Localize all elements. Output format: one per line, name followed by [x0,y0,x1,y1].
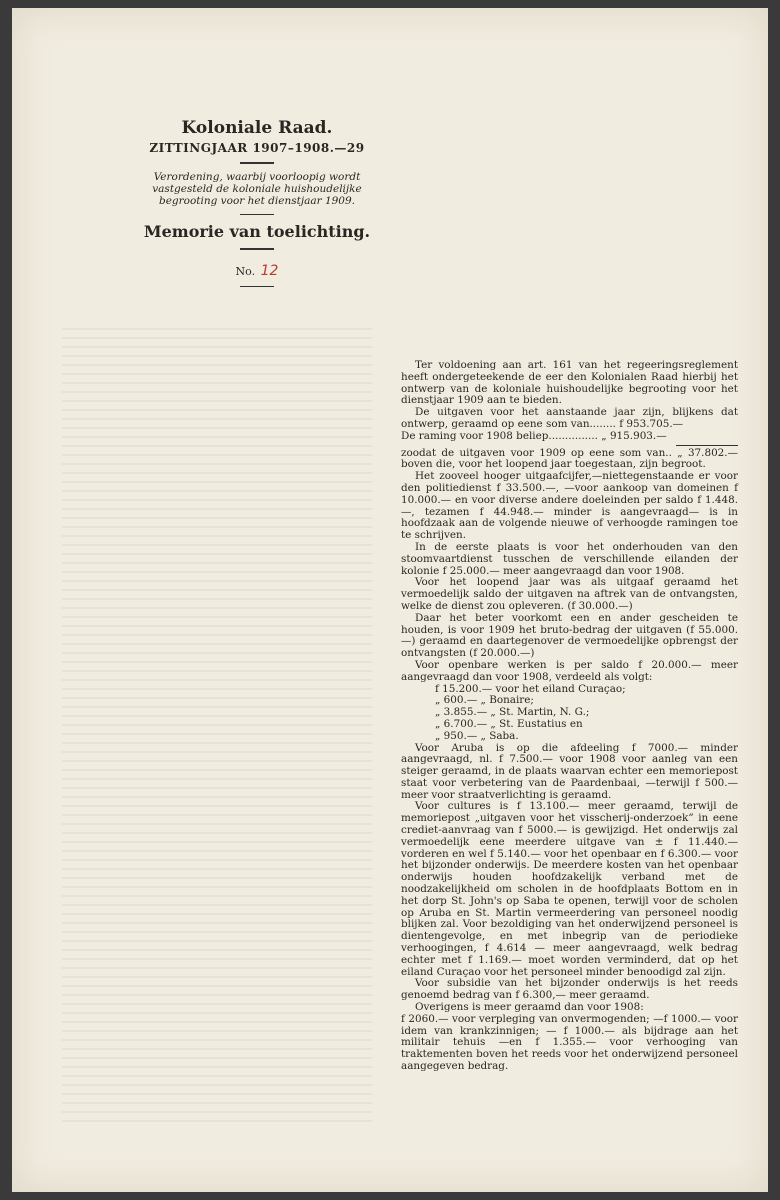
list-item: „ 6.700.— „ St. Eustatius en [435,717,583,730]
paragraph: Daar het beter voorkomt een en ander gescheiden te houden, is voor 1909 het bruto-bedrag der uitgaven (f 55.000.—) geraamd en daartegenover de vermoedelijke opbrengst der ontvangsten (f 20.000.—) [401,611,738,660]
council-title: Koloniale Raad. [181,118,333,138]
document-number [236,263,279,279]
paragraph: Voor openbare werken is per saldo f 20.000.— meer aangevraagd dan voor 1908, verdeeld als volgt: [401,658,738,683]
paragraph: f 2060.— voor verpleging van onvermogenden; —f 1000.— voor idem van krankzinnigen; — f 1000.— als bijdrage aan het militair tehuis —en f 1.355.— voor verhooging van traktementen boven het reeds voor het onderwijzend personeel aangegeven bedrag. [401,1012,738,1073]
show-through-text [62,328,372,1128]
handwritten-number: 12 [260,262,279,279]
paragraph: Voor cultures is f 13.100.— meer geraamd, terwijl de memoriepost „uitgaven voor het visscherij-onderzoek” in eene crediet-aanvraag van f 5000.— is gewijzigd. Het onderwijs zal vermoedelijk eene meerdere uitgave van ± f 11.440.— vorderen en wel f 5.140.— voor het openbaar en f 6.300.— voor het bijzonder onderwijs. De meerdere kosten van het openbaar onderwijs houden hoofdzakelijk verband met de noodzakelijkheid om scholen in de hoofdplaats Bottom en in het dorp St. John's op Saba te openen, terwijl voor de scholen op Aruba en St. Martin vermeerdering van personeel noodig blijken zal. Voor bezoldiging van het onderwijzend personeel is dientengevolge, en met inbegrip van de periodieke verhoogingen, f 4.614 — meer aangevraagd, welk bedrag echter met f 1.169.— moet worden verminderd, dat op het eiland Curaçao voor het personeel minder benoodigd zal zijn. [401,800,738,978]
ordinance-subtitle: Verordening, waarbij voorloopig wordt vastgesteld de koloniale huishoudelijke begrooting voor het dienstjaar 1909. [152,170,362,207]
paragraph: Ter voldoening aan art. 161 van het regeeringsreglement heeft ondergeteekende de eer den Kolonialen Raad hierbij het ontwerp van de koloniale huishoudelijke begrooting voor het dienstjaar 1909 aan te bieden. [401,359,738,407]
paragraph: Voor Aruba is op die afdeeling f 7000.— minder aangevraagd, nl. f 7.500.— voor 1908 voor aanleg van een steiger geraamd, in de plaats waarvan echter een memoriepost staat voor verbetering van de Paardenbaai, —terwijl f 500.— meer voor straatverlichting is geraamd. [401,741,738,801]
paragraph: In de eerste plaats is voor het onderhouden van den stoomvaartdienst tusschen de verschillende eilanden der kolonie f 25.000.— meer aangevraagd dan voor 1908. [401,540,738,577]
paragraph: Het zooveel hooger uitgaafcijfer,—niettegenstaande er voor den politiedienst f 33.500.—, —voor aankoop van domeinen f 10.000.— en voor diverse andere doeleinden per saldo f 1.448.—, tezamen f 44.948.— minder is aangevraagd— is in hoofdzaak aan de volgende nieuwe of verhoogde ramingen toe te schrijven. [401,470,738,542]
paragraph: Overigens is meer geraamd dan voor 1908: [415,1001,644,1014]
paragraph: Voor subsidie van het bijzonder onderwijs is het reeds genoemd bedrag van f 6.300,— meer geraamd. [401,977,738,1002]
divider [240,286,274,288]
session-year: ZITTINGJAAR 1907–1908.—29 [149,141,365,155]
paragraph: De raming voor 1908 beliep............... „ 915.903.— [401,429,667,442]
paragraph: De uitgaven voor het aanstaande jaar zijn, blijkens dat ontwerp, geraamd op eene som van........ f 953.705.— [401,406,738,430]
divider [240,214,274,216]
document-header [132,118,382,294]
divider [240,248,274,250]
number-label: No. [235,264,256,278]
paragraph: zoodat de uitgaven voor 1909 op eene som van.. „ 37.802.— boven die, voor het loopend jaar toegestaan, zijn begroot. [401,446,738,471]
list-item: „ 3.855.— „ St. Martin, N. G.; [435,706,590,719]
divider [240,162,274,164]
sum-rule [676,445,738,446]
works-list [401,684,738,743]
list-item: „ 600.— „ Bonaire; [435,694,534,707]
memo-title: Memorie van toelichting. [143,222,371,241]
document-page [12,8,768,1192]
list-item: f 15.200.— voor het eiland Curaçao; [435,682,626,695]
list-item: „ 950.— „ Saba. [435,729,519,742]
memo-body [401,360,738,1073]
paragraph: Voor het loopend jaar was als uitgaaf geraamd het vermoedelijk saldo der uitgaven na aftrek van de ontvangsten, welke de dienst zou opleveren. (f 30.000.—) [401,576,738,612]
